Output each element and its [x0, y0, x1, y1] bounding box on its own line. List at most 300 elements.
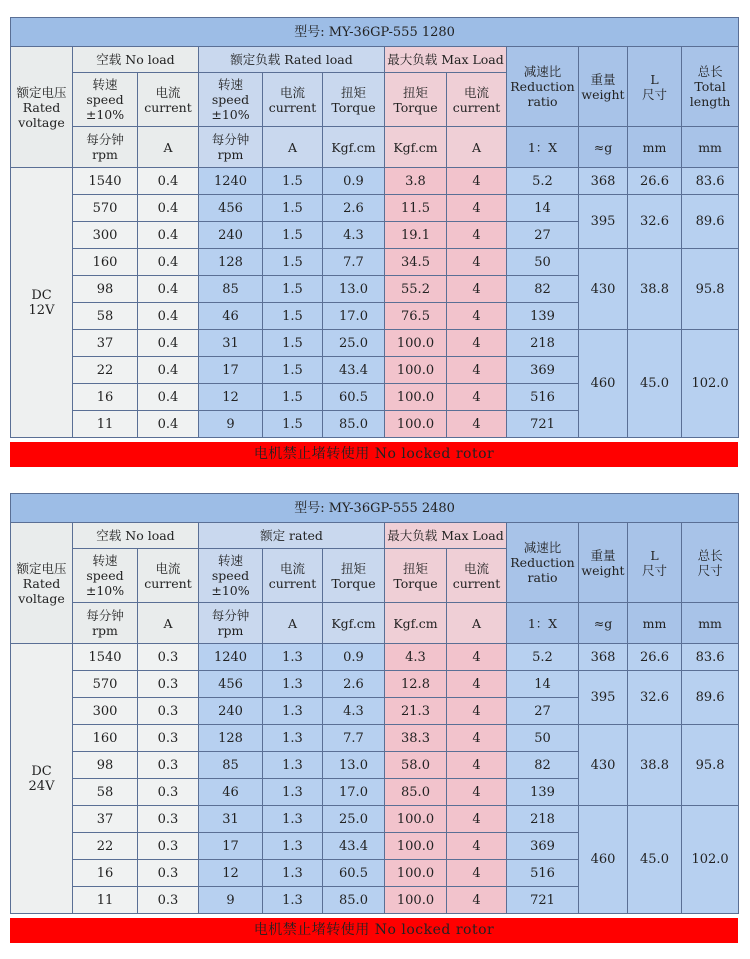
header-line: current — [268, 575, 317, 591]
max-current: 4 — [447, 303, 507, 330]
table-row — [11, 168, 739, 195]
header-line: Rated — [22, 575, 61, 591]
header-line: 转速 — [217, 77, 243, 92]
rated-load-header: 额定 rated — [199, 523, 385, 549]
total-length-value: 95.8 — [682, 725, 739, 806]
rated-torque: 60.5 — [323, 384, 385, 411]
rated-current-header — [263, 73, 323, 127]
unit-kgfcm: Kgf.cm — [385, 127, 447, 168]
header-line: speed — [211, 568, 250, 583]
unit-ratio: 1：X — [507, 603, 579, 644]
noload-current: 0.3 — [138, 752, 199, 779]
total-length-value: 95.8 — [682, 249, 739, 330]
header-line: 电流 — [463, 84, 489, 100]
rated-current: 1.3 — [263, 833, 323, 860]
total-length-value: 83.6 — [682, 168, 739, 195]
total-length-value: 89.6 — [682, 671, 739, 725]
header-line: ±10% — [211, 107, 250, 122]
rated-torque: 17.0 — [323, 779, 385, 806]
noload-current-header — [138, 73, 199, 127]
rated-speed: 85 — [199, 276, 263, 303]
reduction-ratio: 516 — [507, 384, 579, 411]
rated-torque: 60.5 — [323, 860, 385, 887]
weight-value: 395 — [579, 195, 628, 249]
max-torque: 4.3 — [385, 644, 447, 671]
header-line: rpm — [92, 147, 118, 162]
header-line: Torque — [393, 99, 438, 115]
max-current: 4 — [447, 276, 507, 303]
header-line: Torque — [331, 575, 376, 591]
unit-kgfcm: Kgf.cm — [323, 603, 385, 644]
max-current: 4 — [447, 860, 507, 887]
unit-gram: ≈g — [579, 603, 628, 644]
reduction-ratio: 139 — [507, 779, 579, 806]
max-torque: 100.0 — [385, 833, 447, 860]
reduction-ratio: 218 — [507, 330, 579, 357]
noload-current: 0.4 — [138, 330, 199, 357]
header-line: 扭矩 — [402, 560, 428, 576]
reduction-ratio: 5.2 — [507, 168, 579, 195]
max-torque: 100.0 — [385, 806, 447, 833]
rated-torque: 7.7 — [323, 725, 385, 752]
max-torque: 34.5 — [385, 249, 447, 276]
rated-speed: 17 — [199, 833, 263, 860]
header-line: 12V — [28, 302, 55, 318]
noload-speed: 160 — [73, 249, 138, 276]
l-size-header — [628, 523, 682, 603]
max-torque: 100.0 — [385, 860, 447, 887]
weight-value: 368 — [579, 168, 628, 195]
noload-current: 0.4 — [138, 249, 199, 276]
model-title: 型号: MY-36GP-555 1280 — [11, 18, 739, 47]
spec-table — [10, 17, 739, 438]
rated-torque: 85.0 — [323, 411, 385, 438]
table-row — [11, 195, 739, 222]
rated-current: 1.3 — [263, 752, 323, 779]
max-torque: 3.8 — [385, 168, 447, 195]
weight-value: 368 — [579, 644, 628, 671]
header-line: weight — [581, 86, 625, 102]
header-line: current — [452, 575, 501, 591]
max-current: 4 — [447, 384, 507, 411]
noload-speed: 58 — [73, 779, 138, 806]
unit-rpm — [199, 127, 263, 168]
noload-current: 0.4 — [138, 411, 199, 438]
rated-torque: 25.0 — [323, 330, 385, 357]
rated-torque: 13.0 — [323, 752, 385, 779]
reduction-ratio: 14 — [507, 671, 579, 698]
rated-torque: 4.3 — [323, 698, 385, 725]
header-line: rpm — [217, 147, 244, 162]
noload-speed: 570 — [73, 195, 138, 222]
rated-current: 1.3 — [263, 698, 323, 725]
max-current-header — [447, 549, 507, 603]
max-current: 4 — [447, 330, 507, 357]
reduction-ratio: 721 — [507, 887, 579, 914]
rated-current: 1.5 — [263, 357, 323, 384]
max-torque: 100.0 — [385, 330, 447, 357]
max-current: 4 — [447, 752, 507, 779]
total-length-value: 83.6 — [682, 644, 739, 671]
max-load-header: 最大负载 Max Load — [385, 523, 507, 549]
reduction-ratio: 27 — [507, 698, 579, 725]
reduction-ratio: 516 — [507, 860, 579, 887]
max-current: 4 — [447, 779, 507, 806]
noload-current: 0.3 — [138, 887, 199, 914]
table-row — [11, 725, 739, 752]
max-current: 4 — [447, 411, 507, 438]
noload-speed: 570 — [73, 671, 138, 698]
max-torque: 55.2 — [385, 276, 447, 303]
header-line: Total — [694, 79, 726, 94]
header-line: Torque — [393, 575, 438, 591]
noload-speed: 16 — [73, 384, 138, 411]
rated-speed: 128 — [199, 249, 263, 276]
rated-current: 1.5 — [263, 276, 323, 303]
total-length-header — [682, 523, 739, 603]
table-row — [11, 249, 739, 276]
rated-speed: 240 — [199, 698, 263, 725]
unit-mm: mm — [628, 127, 682, 168]
header-line: 重量 — [590, 547, 616, 563]
header-line: 额定电压 — [16, 84, 67, 100]
max-current: 4 — [447, 698, 507, 725]
rated-speed: 12 — [199, 384, 263, 411]
max-torque: 21.3 — [385, 698, 447, 725]
max-torque: 100.0 — [385, 357, 447, 384]
reduction-ratio: 50 — [507, 249, 579, 276]
header-line: speed — [86, 568, 124, 583]
rated-load-header: 额定负载 Rated load — [199, 47, 385, 73]
rated-torque: 85.0 — [323, 887, 385, 914]
max-current: 4 — [447, 249, 507, 276]
unit-rpm — [73, 127, 138, 168]
weight-value: 460 — [579, 806, 628, 914]
rated-torque: 13.0 — [323, 276, 385, 303]
unit-amp: A — [138, 127, 199, 168]
max-current-header — [447, 73, 507, 127]
total-length-header — [682, 47, 739, 127]
max-current: 4 — [447, 887, 507, 914]
noload-speed: 1540 — [73, 644, 138, 671]
header-line: ratio — [527, 570, 558, 585]
weight-header — [579, 47, 628, 127]
total-length-value: 102.0 — [682, 806, 739, 914]
rated-current: 1.3 — [263, 860, 323, 887]
noload-speed: 300 — [73, 222, 138, 249]
header-line: 电流 — [155, 84, 181, 100]
noload-speed: 22 — [73, 833, 138, 860]
header-line: 减速比 — [523, 540, 562, 555]
noload-speed: 98 — [73, 752, 138, 779]
voltage-cell — [11, 644, 73, 914]
total-length-value: 102.0 — [682, 330, 739, 438]
spec-table-24v — [10, 493, 738, 914]
reduction-ratio: 14 — [507, 195, 579, 222]
max-torque: 38.3 — [385, 725, 447, 752]
noload-current: 0.3 — [138, 671, 199, 698]
header-line: 总长 — [697, 547, 723, 563]
rated-current: 1.5 — [263, 411, 323, 438]
rated-speed: 9 — [199, 887, 263, 914]
header-line: DC — [31, 287, 52, 303]
unit-amp: A — [447, 603, 507, 644]
rated-speed: 456 — [199, 195, 263, 222]
reduction-ratio: 369 — [507, 357, 579, 384]
reduction-ratio: 369 — [507, 833, 579, 860]
weight-value: 430 — [579, 725, 628, 806]
rated-torque-header — [323, 73, 385, 127]
rated-current: 1.3 — [263, 806, 323, 833]
rated-torque: 17.0 — [323, 303, 385, 330]
unit-ratio: 1：X — [507, 127, 579, 168]
max-current: 4 — [447, 195, 507, 222]
header-line: 扭矩 — [402, 84, 428, 100]
rated-current: 1.3 — [263, 671, 323, 698]
max-current: 4 — [447, 357, 507, 384]
max-torque-header — [385, 73, 447, 127]
rated-torque: 2.6 — [323, 671, 385, 698]
l-size-value: 26.6 — [628, 168, 682, 195]
header-line: voltage — [18, 590, 65, 606]
rated-speed: 31 — [199, 330, 263, 357]
rated-torque: 0.9 — [323, 168, 385, 195]
header-line: current — [268, 99, 317, 115]
rated-speed: 9 — [199, 411, 263, 438]
table-row — [11, 330, 739, 357]
noload-current-header — [138, 549, 199, 603]
noload-speed: 1540 — [73, 168, 138, 195]
noload-current: 0.4 — [138, 276, 199, 303]
header-line: Reduction — [510, 555, 575, 570]
max-current: 4 — [447, 806, 507, 833]
no-load-header: 空载 No load — [73, 47, 199, 73]
header-line: weight — [581, 562, 625, 578]
noload-current: 0.4 — [138, 357, 199, 384]
noload-speed: 16 — [73, 860, 138, 887]
rated-current: 1.5 — [263, 303, 323, 330]
rated-speed-header — [199, 549, 263, 603]
header-line: rpm — [217, 623, 244, 638]
reduction-ratio-header — [507, 523, 579, 603]
header-line: 每分钟 — [211, 608, 250, 623]
header-line: 电流 — [279, 560, 305, 576]
noload-speed: 22 — [73, 357, 138, 384]
reduction-ratio: 50 — [507, 725, 579, 752]
rated-current: 1.5 — [263, 195, 323, 222]
rated-torque: 4.3 — [323, 222, 385, 249]
rated-current: 1.3 — [263, 887, 323, 914]
rated-speed: 456 — [199, 671, 263, 698]
unit-mm: mm — [628, 603, 682, 644]
rated-speed-header — [199, 73, 263, 127]
header-line: 每分钟 — [86, 132, 124, 147]
header-line: 扭矩 — [340, 560, 366, 576]
header-line: 扭矩 — [340, 84, 366, 100]
max-torque: 19.1 — [385, 222, 447, 249]
header-line: DC — [31, 763, 52, 779]
noload-current: 0.4 — [138, 168, 199, 195]
l-size-value: 45.0 — [628, 330, 682, 438]
max-torque: 76.5 — [385, 303, 447, 330]
rated-current-header — [263, 549, 323, 603]
reduction-ratio: 27 — [507, 222, 579, 249]
header-line: L — [650, 71, 659, 87]
unit-rpm — [73, 603, 138, 644]
rated-voltage-header — [11, 523, 73, 644]
header-line: 电流 — [463, 560, 489, 576]
rated-current: 1.5 — [263, 384, 323, 411]
noload-current: 0.3 — [138, 806, 199, 833]
noload-speed: 37 — [73, 330, 138, 357]
rated-torque: 25.0 — [323, 806, 385, 833]
noload-current: 0.4 — [138, 384, 199, 411]
noload-current: 0.3 — [138, 644, 199, 671]
reduction-ratio: 5.2 — [507, 644, 579, 671]
weight-header — [579, 523, 628, 603]
header-line: current — [452, 99, 501, 115]
max-torque: 58.0 — [385, 752, 447, 779]
no-load-header: 空载 No load — [73, 523, 199, 549]
rated-current: 1.5 — [263, 249, 323, 276]
header-line: 24V — [28, 778, 55, 794]
reduction-ratio-header — [507, 47, 579, 127]
header-line: 总长 — [697, 64, 723, 79]
rated-current: 1.5 — [263, 168, 323, 195]
header-line: speed — [86, 92, 124, 107]
noload-speed: 98 — [73, 276, 138, 303]
unit-kgfcm: Kgf.cm — [385, 603, 447, 644]
table-row — [11, 644, 739, 671]
unit-amp: A — [263, 603, 323, 644]
noload-speed: 11 — [73, 887, 138, 914]
header-line: 重量 — [590, 71, 616, 87]
rated-speed: 46 — [199, 303, 263, 330]
rated-speed: 1240 — [199, 168, 263, 195]
max-torque-header — [385, 549, 447, 603]
l-size-value: 38.8 — [628, 249, 682, 330]
rated-speed: 128 — [199, 725, 263, 752]
noload-speed-header — [73, 549, 138, 603]
header-line: ±10% — [85, 107, 125, 122]
header-line: ±10% — [211, 583, 250, 598]
max-current: 4 — [447, 725, 507, 752]
l-size-value: 32.6 — [628, 195, 682, 249]
spec-table — [10, 493, 739, 914]
spec-table-12v — [10, 17, 738, 438]
noload-current: 0.4 — [138, 303, 199, 330]
rated-speed: 240 — [199, 222, 263, 249]
header-line: Reduction — [510, 79, 575, 94]
max-current: 4 — [447, 222, 507, 249]
reduction-ratio: 721 — [507, 411, 579, 438]
table-row — [11, 671, 739, 698]
unit-rpm — [199, 603, 263, 644]
noload-current: 0.4 — [138, 195, 199, 222]
noload-current: 0.3 — [138, 860, 199, 887]
noload-speed: 37 — [73, 806, 138, 833]
noload-speed: 160 — [73, 725, 138, 752]
rated-voltage-header — [11, 47, 73, 168]
noload-current: 0.3 — [138, 725, 199, 752]
header-line: Rated — [22, 99, 61, 115]
unit-gram: ≈g — [579, 127, 628, 168]
header-line: 电流 — [155, 560, 181, 576]
weight-value: 430 — [579, 249, 628, 330]
max-load-header: 最大负载 Max Load — [385, 47, 507, 73]
noload-current: 0.3 — [138, 779, 199, 806]
header-line: 额定电压 — [16, 560, 67, 576]
header-line: 转速 — [217, 553, 243, 568]
rated-speed: 12 — [199, 860, 263, 887]
rated-speed: 46 — [199, 779, 263, 806]
rated-current: 1.5 — [263, 330, 323, 357]
header-line: 尺寸 — [641, 562, 667, 578]
header-line: 每分钟 — [211, 132, 250, 147]
header-line: current — [144, 575, 192, 591]
max-current: 4 — [447, 833, 507, 860]
noload-current: 0.3 — [138, 833, 199, 860]
rated-torque: 2.6 — [323, 195, 385, 222]
header-line: current — [144, 99, 192, 115]
max-torque: 100.0 — [385, 887, 447, 914]
header-line: 转速 — [92, 77, 118, 92]
max-torque: 11.5 — [385, 195, 447, 222]
header-line: L — [650, 547, 659, 563]
total-length-value: 89.6 — [682, 195, 739, 249]
max-torque: 12.8 — [385, 671, 447, 698]
rated-torque: 43.4 — [323, 357, 385, 384]
header-line: 电流 — [279, 84, 305, 100]
reduction-ratio: 139 — [507, 303, 579, 330]
l-size-value: 45.0 — [628, 806, 682, 914]
l-size-value: 38.8 — [628, 725, 682, 806]
unit-amp: A — [447, 127, 507, 168]
header-line: ±10% — [85, 583, 125, 598]
rated-current: 1.5 — [263, 222, 323, 249]
model-title: 型号: MY-36GP-555 2480 — [11, 494, 739, 523]
header-line: 减速比 — [523, 64, 562, 79]
header-line: speed — [211, 92, 250, 107]
rated-current: 1.3 — [263, 644, 323, 671]
rated-torque: 0.9 — [323, 644, 385, 671]
reduction-ratio: 218 — [507, 806, 579, 833]
max-current: 4 — [447, 168, 507, 195]
noload-current: 0.3 — [138, 698, 199, 725]
no-locked-rotor-banner: 电机禁止堵转使用 No locked rotor — [10, 442, 738, 467]
rated-current: 1.3 — [263, 725, 323, 752]
l-size-value: 26.6 — [628, 644, 682, 671]
noload-speed: 11 — [73, 411, 138, 438]
header-line: 每分钟 — [86, 608, 124, 623]
rated-speed: 31 — [199, 806, 263, 833]
weight-value: 460 — [579, 330, 628, 438]
header-line: 尺寸 — [641, 86, 667, 102]
weight-value: 395 — [579, 671, 628, 725]
rated-torque-header — [323, 549, 385, 603]
header-line: length — [689, 94, 731, 109]
max-current: 4 — [447, 671, 507, 698]
noload-speed: 300 — [73, 698, 138, 725]
rated-torque: 7.7 — [323, 249, 385, 276]
unit-amp: A — [263, 127, 323, 168]
rated-speed: 1240 — [199, 644, 263, 671]
header-line: ratio — [527, 94, 558, 109]
noload-speed: 58 — [73, 303, 138, 330]
voltage-cell — [11, 168, 73, 438]
header-line: Torque — [331, 99, 376, 115]
rated-torque: 43.4 — [323, 833, 385, 860]
